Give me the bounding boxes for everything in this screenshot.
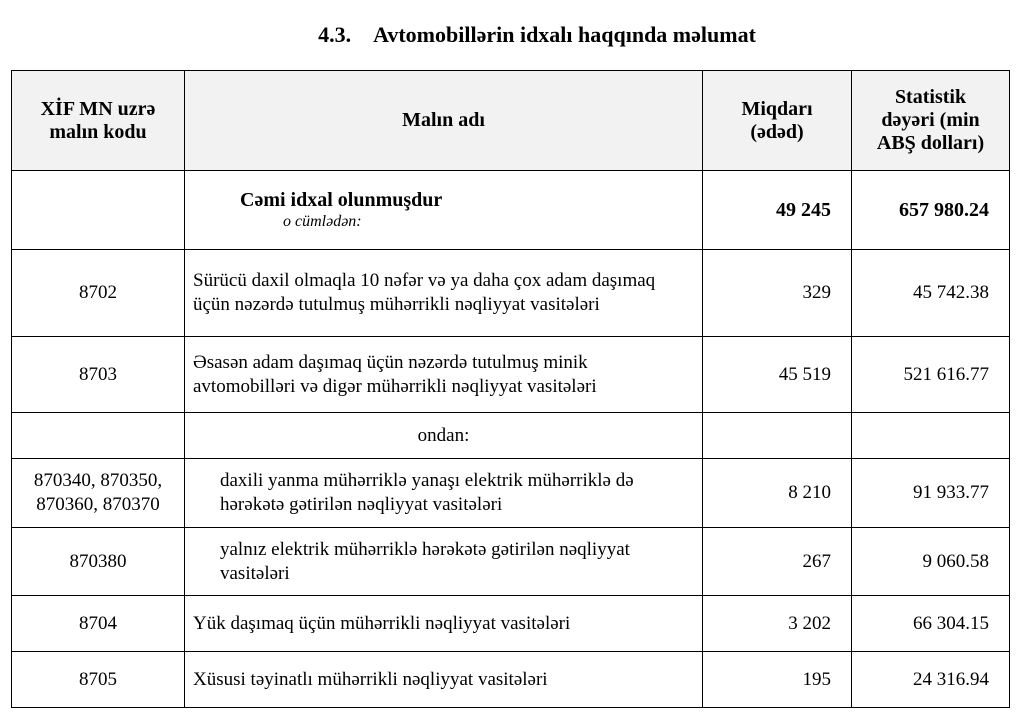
row-value: 9 060.58 xyxy=(852,528,1010,596)
total-code xyxy=(12,171,185,250)
row-name: Sürücü daxil olmaqla 10 nəfər və ya daha çox adam daşımaq üçün nəzərdə tutulmuş mühərrikli nəqliyyat vasitələri xyxy=(185,250,703,337)
row-value: 66 304.15 xyxy=(852,596,1010,652)
total-value: 657 980.24 xyxy=(852,171,1010,250)
header-code: XİF MN uzrə malın kodu xyxy=(12,71,185,171)
table-row xyxy=(12,528,1010,596)
table-title-text: Avtomobillərin idxalı haqqında məlumat xyxy=(373,22,756,47)
row-name: Əsasən adam daşımaq üçün nəzərdə tutulmuş minik avtomobilləri və digər mühərrikli nəqliyyat vasitələri xyxy=(185,337,703,413)
table-row xyxy=(12,596,1010,652)
row-code: 8704 xyxy=(12,596,185,652)
row-value: 91 933.77 xyxy=(852,459,1010,528)
table-row xyxy=(12,250,1010,337)
table-row xyxy=(12,459,1010,528)
row-quantity: 267 xyxy=(703,528,852,596)
total-label: Cəmi idxal olunmuşdur xyxy=(240,189,443,211)
total-row xyxy=(12,171,1010,250)
row-code: 870340, 870350, 870360, 870370 xyxy=(12,459,185,528)
row-name: daxili yanma mühərriklə yanaşı elektrik mühərriklə də hərəkətə gətirilən nəqliyyat vasitələri xyxy=(185,459,703,528)
row-quantity: 3 202 xyxy=(703,596,852,652)
row-name: yalnız elektrik mühərriklə hərəkətə gətirilən nəqliyyat vasitələri xyxy=(185,528,703,596)
header-quantity: Miqdarı (ədəd) xyxy=(703,71,852,171)
row-code xyxy=(12,413,185,459)
total-quantity: 49 245 xyxy=(703,171,852,250)
row-quantity: 195 xyxy=(703,652,852,708)
header-value: Statistik dəyəri (min ABŞ dolları) xyxy=(852,71,1010,171)
row-quantity: 8 210 xyxy=(703,459,852,528)
table-row xyxy=(12,652,1010,708)
table-title xyxy=(0,22,1024,48)
row-value: 45 742.38 xyxy=(852,250,1010,337)
import-table xyxy=(11,70,1010,708)
row-quantity xyxy=(703,413,852,459)
subgroup-row xyxy=(12,413,1010,459)
row-code: 8703 xyxy=(12,337,185,413)
table-number: 4.3. xyxy=(318,22,352,47)
row-quantity: 45 519 xyxy=(703,337,852,413)
row-value xyxy=(852,413,1010,459)
row-value: 521 616.77 xyxy=(852,337,1010,413)
table-row xyxy=(12,337,1010,413)
row-code: 8705 xyxy=(12,652,185,708)
row-code: 8702 xyxy=(12,250,185,337)
total-name xyxy=(185,171,703,250)
row-code: 870380 xyxy=(12,528,185,596)
row-value: 24 316.94 xyxy=(852,652,1010,708)
row-name: Yük daşımaq üçün mühərrikli nəqliyyat vasitələri xyxy=(185,596,703,652)
total-sublabel: o cümlədən: xyxy=(283,213,362,230)
row-quantity: 329 xyxy=(703,250,852,337)
header-name: Malın adı xyxy=(185,71,703,171)
header-row xyxy=(12,71,1010,171)
row-name: Xüsusi təyinatlı mühərrikli nəqliyyat vasitələri xyxy=(185,652,703,708)
row-name: ondan: xyxy=(185,413,703,459)
